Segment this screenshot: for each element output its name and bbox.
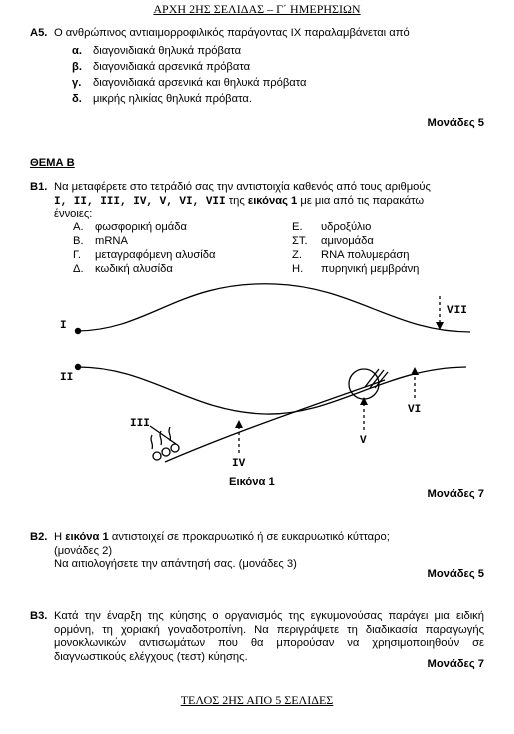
- option-letter: α.: [72, 45, 82, 57]
- strand-ii-end-dot: [75, 364, 81, 370]
- option-text: διαγονιδιακά αρσενικά πρόβατα: [93, 61, 251, 73]
- strand-i: [78, 284, 470, 332]
- label-iii: III: [130, 418, 150, 430]
- term-text: αμινομάδα: [321, 235, 374, 247]
- question-b2-line3: Να αιτιολογήσετε την απάντησή σας. (μονάδες 3): [54, 558, 297, 570]
- option-text: διαγονιδιακά αρσενικά και θηλυκά πρόβατα: [93, 77, 307, 89]
- ribosome: [171, 444, 179, 452]
- term-letter: Α.: [73, 221, 84, 233]
- term-letter: Ε.: [292, 221, 303, 233]
- question-b3-text: Κατά την έναρξη της κύησης ο οργανισμός της εγκυμονούσας παράγει μια ειδική ορμόνη, τη χοριακή γοναδοτροπίνη. Να περιγράψετε τη διαδικασία παραγωγής μονοκλωνικών αντισωμάτων που θα μπορούσαν να χρησιμοποιηθούν σε διαγνωστικούς ελέγχους (τεστ) κύησης.: [54, 610, 484, 663]
- label-ii: II: [60, 372, 74, 384]
- option-text: διαγονιδιακά θηλυκά πρόβατα: [93, 45, 242, 57]
- page-footer: ΤΕΛΟΣ 2ΗΣ ΑΠΟ 5 ΣΕΛΙΔΕΣ: [180, 693, 334, 707]
- arrowhead-vi: [411, 367, 419, 375]
- option-letter: γ.: [72, 77, 82, 89]
- connector-text: της: [225, 195, 248, 207]
- arrowhead-iv: [235, 420, 243, 428]
- question-b2-line2: (μονάδες 2): [54, 545, 113, 557]
- term-letter: Η.: [292, 263, 304, 275]
- marks-b3: Μονάδες 7: [427, 658, 484, 670]
- term-letter: Δ.: [73, 263, 84, 275]
- page-header: ΑΡΧΗ 2ΗΣ ΣΕΛΙΔΑΣ – Γ΄ ΗΜΕΡΗΣΙΩΝ: [153, 2, 361, 16]
- label-vii: VII: [447, 305, 467, 317]
- question-a5-text: Ο ανθρώπινος αντιαιμορροφιλικός παράγοντας ΙΧ παραλαμβάνεται από: [54, 27, 410, 39]
- label-i: I: [60, 320, 67, 332]
- option-text: μικρής ηλικίας θηλυκά πρόβατα.: [93, 93, 252, 105]
- term-text: φωσφορική ομάδα: [95, 221, 187, 233]
- section-title: ΘΕΜΑ Β: [30, 157, 75, 169]
- figure-reference: εικόνας 1: [247, 195, 298, 207]
- ribosome: [153, 452, 161, 460]
- term-text: πυρηνική μεμβράνη: [321, 263, 420, 275]
- question-b1-label: Β1.: [30, 181, 48, 193]
- strand-i-end-dot: [75, 328, 81, 334]
- option-letter: δ.: [72, 93, 82, 105]
- question-b2-line1: [54, 531, 390, 543]
- figure-1-diagram: [0, 270, 514, 480]
- term-letter: Ζ.: [292, 249, 302, 261]
- term-letter: Β.: [73, 235, 84, 247]
- question-b1-line3: έννοιες:: [54, 208, 93, 220]
- term-letter: Γ.: [73, 249, 82, 261]
- marks-a5: Μονάδες 5: [427, 117, 484, 129]
- label-vi: VI: [408, 404, 422, 416]
- question-b1-line1: Να μεταφέρετε στο τετράδιό σας την αντιστοιχία καθενός από τους αριθμούς: [54, 181, 431, 193]
- term-letter: ΣΤ.: [292, 235, 308, 247]
- question-b2-label: Β2.: [30, 531, 48, 543]
- term-text: mRNA: [95, 235, 128, 247]
- roman-numerals: Ι, ΙΙ, ΙΙΙ, ΙV, V, VI, VII: [54, 196, 226, 208]
- marks-b2: Μονάδες 5: [427, 568, 484, 580]
- question-text: αντιστοιχεί σε προκαρυωτικό ή σε ευκαρυωτικό κύτταρο;: [108, 531, 390, 543]
- polypeptide-chain: [151, 435, 152, 449]
- question-a5-label: Α5.: [30, 27, 48, 39]
- label-iii-line: [150, 426, 176, 444]
- figure-reference: εικόνα 1: [65, 531, 109, 543]
- term-text: RNA πολυμεράση: [321, 249, 410, 261]
- question-b1-line2: [54, 195, 424, 208]
- question-text: Η: [54, 531, 66, 543]
- term-text: μεταγραφόμενη αλυσίδα: [95, 249, 216, 261]
- option-letter: β.: [72, 61, 82, 73]
- ribosome: [162, 448, 170, 456]
- label-v: V: [360, 435, 367, 447]
- connector-text: με μια από τις παρακάτω: [297, 195, 425, 207]
- figure-caption: Εικόνα 1: [229, 476, 275, 488]
- label-iv: IV: [232, 458, 246, 470]
- marks-b1: Μονάδες 7: [427, 488, 484, 500]
- term-text: κωδική αλυσίδα: [95, 263, 173, 275]
- question-b3-label: Β3.: [30, 610, 48, 622]
- term-text: υδροξύλιο: [321, 221, 372, 233]
